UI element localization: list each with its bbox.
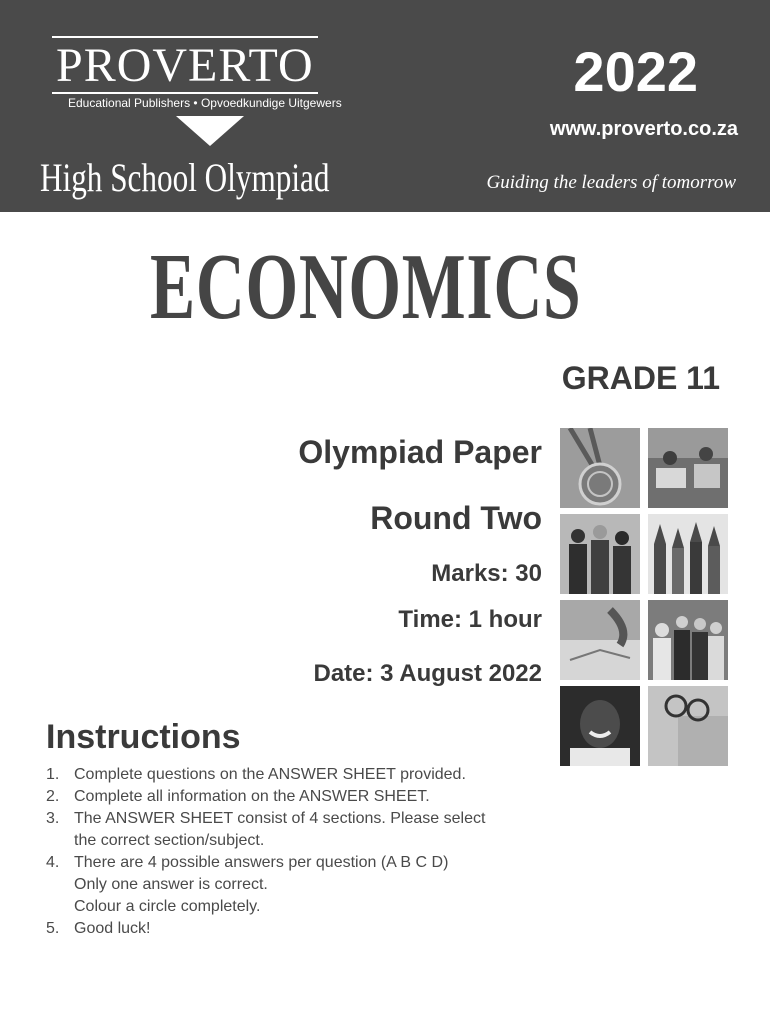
time-label: Time: 1 hour [398,606,542,633]
paper-title: Olympiad Paper [298,434,542,470]
marks-label: Marks: 30 [431,560,542,587]
list-item [46,918,546,940]
instructions-list [46,764,546,940]
item-text: Good luck! [74,920,151,937]
subject-title: ECONOMICS [150,235,582,339]
list-item [46,764,546,786]
round-label: Round Two [370,500,542,536]
item-number: 2. [46,788,60,805]
photo-collage [560,428,728,766]
logo-arrow-icon [176,116,244,146]
slogan: Guiding the leaders of tomorrow [486,172,736,193]
students-photo [560,514,640,594]
student-smiling-photo [560,686,640,766]
list-item [46,852,546,918]
list-item [46,808,546,852]
instructions-heading: Instructions [46,718,241,756]
website-link[interactable]: www.proverto.co.za [549,118,738,140]
item-number: 1. [46,766,60,783]
header-banner [0,0,770,212]
item-text: There are 4 possible answers per question (A B C D) Only one answer is correct. Colour a circle completely. [74,854,449,915]
item-number: 3. [46,810,60,827]
grade-label: GRADE 11 [561,360,720,396]
list-item [46,786,546,808]
item-text: Complete all information on the ANSWER SHEET. [74,788,430,805]
item-number: 5. [46,920,60,937]
item-text: The ANSWER SHEET consist of 4 sections. Please select the correct section/subject. [74,810,486,849]
program-title: High School Olympiad [40,155,330,200]
item-number: 4. [46,854,60,871]
publisher-subtitle: Educational Publishers • Opvoedkundige Uitgewers [68,96,342,110]
classroom-photo [648,428,728,508]
item-text: Complete questions on the ANSWER SHEET provided. [74,766,466,783]
group-photo [648,600,728,680]
year-label: 2022 [573,40,698,103]
writing-photo [560,600,640,680]
date-label: Date: 3 August 2022 [313,660,542,687]
pencils-photo [648,514,728,594]
medal-photo [560,428,640,508]
glasses-photo [648,686,728,766]
publisher-logo: PROVERTO [52,36,318,94]
